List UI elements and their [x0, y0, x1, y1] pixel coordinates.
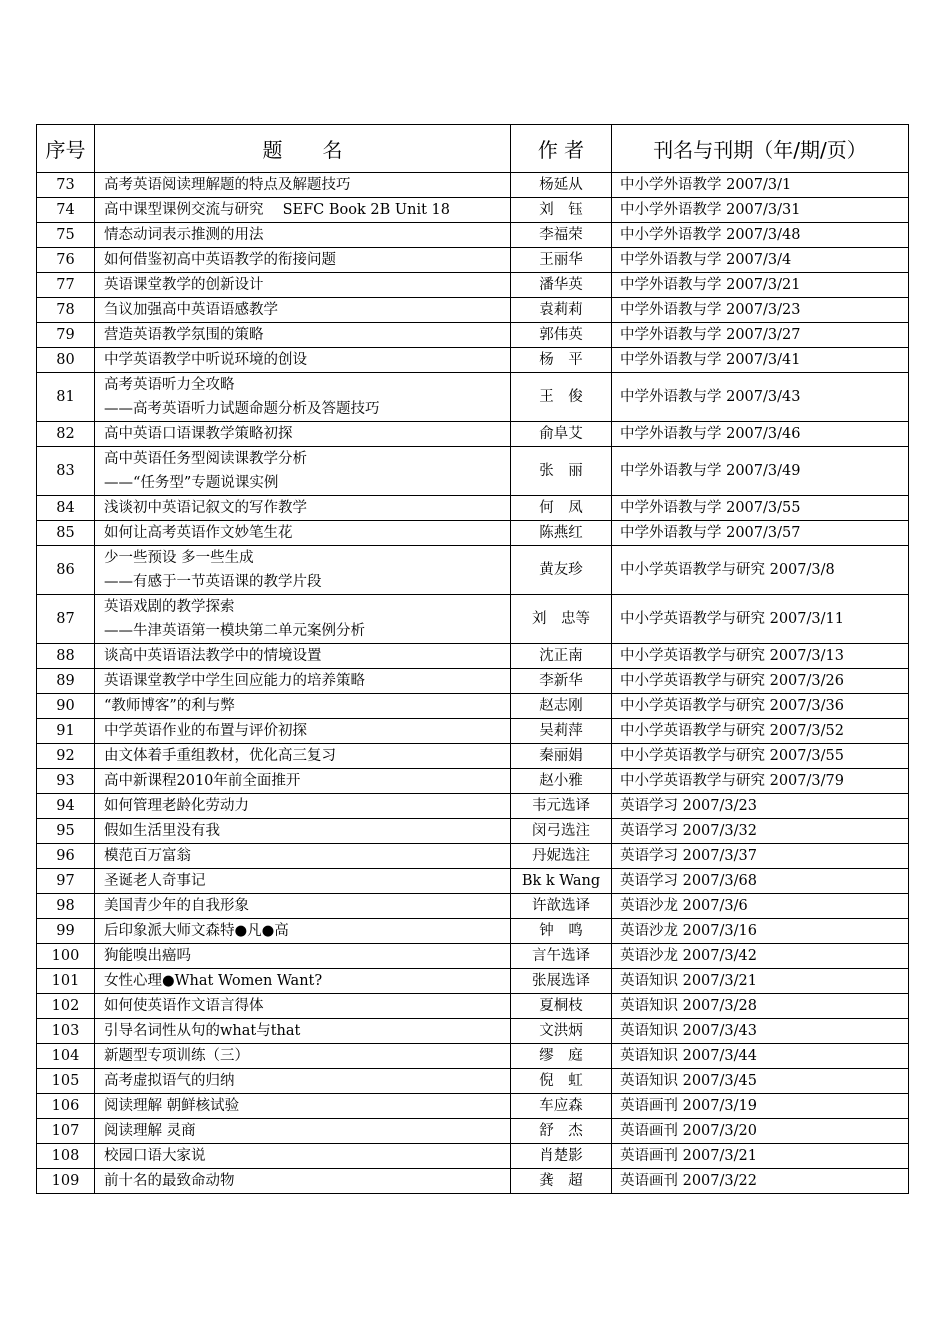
article-title: 高考英语阅读理解题的特点及解题技巧: [104, 177, 351, 193]
table-row: [37, 919, 909, 944]
row-title-cell: [95, 595, 511, 644]
row-journal: 英语画刊 2007/3/19: [612, 1094, 909, 1119]
row-title-cell: [95, 969, 511, 994]
article-title: 假如生活里没有我: [104, 823, 220, 839]
row-title-cell: [95, 919, 511, 944]
table-header-row: [37, 125, 909, 173]
article-title: 英语戏剧的教学探索: [104, 599, 235, 615]
row-title-cell: [95, 944, 511, 969]
row-author: 潘华英: [511, 273, 612, 298]
article-title: 英语课堂教学中学生回应能力的培养策略: [104, 673, 365, 689]
row-journal: 英语学习 2007/3/32: [612, 819, 909, 844]
article-catalog-table: [36, 124, 909, 1194]
row-title-cell: [95, 173, 511, 198]
row-journal: 中学外语教与学 2007/3/49: [612, 447, 909, 496]
row-number: 82: [37, 422, 95, 447]
row-title-cell: [95, 546, 511, 595]
row-journal: 中学外语教与学 2007/3/23: [612, 298, 909, 323]
table-body: [37, 173, 909, 1194]
row-number: 76: [37, 248, 95, 273]
table-row: [37, 794, 909, 819]
article-title: 高中课型课例交流与研究 SEFC Book 2B Unit 18: [104, 202, 450, 218]
row-author: 张 丽: [511, 447, 612, 496]
header-index: 序号: [37, 125, 95, 173]
row-title-cell: [95, 521, 511, 546]
table-row: [37, 1144, 909, 1169]
article-title: 阅读理解 灵商: [104, 1123, 196, 1139]
row-title-cell: [95, 298, 511, 323]
row-title-cell: [95, 894, 511, 919]
article-title: 浅谈初中英语记叙文的写作教学: [104, 500, 307, 516]
row-number: 86: [37, 546, 95, 595]
row-journal: 中学外语教与学 2007/3/55: [612, 496, 909, 521]
row-author: 丹妮选注: [511, 844, 612, 869]
row-title-cell: [95, 694, 511, 719]
row-journal: 英语学习 2007/3/23: [612, 794, 909, 819]
row-title-cell: [95, 223, 511, 248]
row-author: 文洪炳: [511, 1019, 612, 1044]
row-number: 103: [37, 1019, 95, 1044]
table-row: [37, 173, 909, 198]
article-title: 由文体着手重组教材，优化高三复习: [104, 748, 336, 764]
table-row: [37, 595, 909, 644]
article-subtitle: ——牛津英语第一模块第二单元案例分析: [104, 623, 365, 639]
article-title: 狗能嗅出癌吗: [104, 948, 191, 964]
article-title: 如何管理老龄化劳动力: [104, 798, 249, 814]
table-row: [37, 248, 909, 273]
table-row: [37, 198, 909, 223]
row-author: 言午选译: [511, 944, 612, 969]
row-journal: 中小学外语教学 2007/3/1: [612, 173, 909, 198]
row-title-cell: [95, 1144, 511, 1169]
article-title: 女性心理●What Women Want?: [104, 973, 323, 989]
table-row: [37, 1119, 909, 1144]
table-row: [37, 373, 909, 422]
article-title: 如何让高考英语作文妙笔生花: [104, 525, 293, 541]
article-title: 圣诞老人奇事记: [104, 873, 206, 889]
row-author: 韦元选译: [511, 794, 612, 819]
row-title-cell: [95, 644, 511, 669]
row-journal: 英语画刊 2007/3/22: [612, 1169, 909, 1194]
table-row: [37, 1094, 909, 1119]
row-title-cell: [95, 1044, 511, 1069]
row-author: 刘 钰: [511, 198, 612, 223]
row-author: 沈正南: [511, 644, 612, 669]
row-number: 107: [37, 1119, 95, 1144]
row-author: 钟 鸣: [511, 919, 612, 944]
table-row: [37, 644, 909, 669]
article-title: 引导名词性从句的what与that: [104, 1023, 301, 1039]
article-title: 英语课堂教学的创新设计: [104, 277, 264, 293]
article-title: 阅读理解 朝鲜核试验: [104, 1098, 240, 1114]
row-number: 81: [37, 373, 95, 422]
table-row: [37, 1069, 909, 1094]
row-author: 吴莉萍: [511, 719, 612, 744]
row-journal: 中小学英语教学与研究 2007/3/11: [612, 595, 909, 644]
row-journal: 中小学英语教学与研究 2007/3/8: [612, 546, 909, 595]
row-number: 99: [37, 919, 95, 944]
row-number: 88: [37, 644, 95, 669]
row-title-cell: [95, 198, 511, 223]
row-number: 91: [37, 719, 95, 744]
row-number: 98: [37, 894, 95, 919]
row-number: 104: [37, 1044, 95, 1069]
row-title-cell: [95, 1169, 511, 1194]
row-title-cell: [95, 1119, 511, 1144]
row-number: 92: [37, 744, 95, 769]
row-number: 75: [37, 223, 95, 248]
row-journal: 英语学习 2007/3/37: [612, 844, 909, 869]
row-number: 94: [37, 794, 95, 819]
row-author: 何 凤: [511, 496, 612, 521]
row-journal: 中小学英语教学与研究 2007/3/26: [612, 669, 909, 694]
table-row: [37, 273, 909, 298]
row-author: 刘 忠等: [511, 595, 612, 644]
row-journal: 英语知识 2007/3/21: [612, 969, 909, 994]
row-author: 王 俊: [511, 373, 612, 422]
row-number: 101: [37, 969, 95, 994]
row-author: 缪 庭: [511, 1044, 612, 1069]
row-number: 109: [37, 1169, 95, 1194]
row-title-cell: [95, 844, 511, 869]
row-author: 王丽华: [511, 248, 612, 273]
row-journal: 英语学习 2007/3/68: [612, 869, 909, 894]
row-title-cell: [95, 1069, 511, 1094]
row-number: 93: [37, 769, 95, 794]
table-row: [37, 422, 909, 447]
row-author: 陈燕红: [511, 521, 612, 546]
row-journal: 中小学英语教学与研究 2007/3/79: [612, 769, 909, 794]
row-author: 倪 虹: [511, 1069, 612, 1094]
article-title: 校园口语大家说: [104, 1148, 206, 1164]
row-number: 84: [37, 496, 95, 521]
row-author: 肖楚影: [511, 1144, 612, 1169]
row-title-cell: [95, 422, 511, 447]
article-title: 刍议加强高中英语语感教学: [104, 302, 278, 318]
table-row: [37, 719, 909, 744]
row-author: 车应森: [511, 1094, 612, 1119]
table-row: [37, 447, 909, 496]
row-number: 87: [37, 595, 95, 644]
row-journal: 中学外语教与学 2007/3/41: [612, 348, 909, 373]
row-number: 102: [37, 994, 95, 1019]
row-author: 黄友珍: [511, 546, 612, 595]
row-title-cell: [95, 769, 511, 794]
row-number: 89: [37, 669, 95, 694]
row-title-cell: [95, 323, 511, 348]
table-row: [37, 496, 909, 521]
row-author: 张展选译: [511, 969, 612, 994]
article-title: 少一些预设 多一些生成: [104, 550, 254, 566]
header-author: 作 者: [511, 125, 612, 173]
row-author: 龚 超: [511, 1169, 612, 1194]
row-title-cell: [95, 447, 511, 496]
row-journal: 英语画刊 2007/3/21: [612, 1144, 909, 1169]
table-row: [37, 894, 909, 919]
header-journal: 刊名与刊期（年/期/页）: [612, 125, 909, 173]
row-author: 杨延从: [511, 173, 612, 198]
table-row: [37, 669, 909, 694]
article-title: 高中英语任务型阅读课教学分析: [104, 451, 307, 467]
row-author: 赵小雅: [511, 769, 612, 794]
row-journal: 中学外语教与学 2007/3/46: [612, 422, 909, 447]
article-title: 美国青少年的自我形象: [104, 898, 249, 914]
table-row: [37, 223, 909, 248]
row-journal: 英语沙龙 2007/3/42: [612, 944, 909, 969]
row-number: 80: [37, 348, 95, 373]
row-journal: 中小学英语教学与研究 2007/3/13: [612, 644, 909, 669]
row-journal: 中学外语教与学 2007/3/21: [612, 273, 909, 298]
row-author: 俞阜艾: [511, 422, 612, 447]
row-author: 袁莉莉: [511, 298, 612, 323]
table-row: [37, 819, 909, 844]
row-title-cell: [95, 819, 511, 844]
row-journal: 中小学英语教学与研究 2007/3/36: [612, 694, 909, 719]
row-number: 100: [37, 944, 95, 969]
article-subtitle: ——“任务型”专题说课实例: [104, 475, 279, 491]
row-number: 77: [37, 273, 95, 298]
table-row: [37, 1044, 909, 1069]
table-row: [37, 994, 909, 1019]
row-number: 97: [37, 869, 95, 894]
row-journal: 英语沙龙 2007/3/16: [612, 919, 909, 944]
row-journal: 中学外语教与学 2007/3/4: [612, 248, 909, 273]
row-title-cell: [95, 794, 511, 819]
row-title-cell: [95, 273, 511, 298]
row-number: 85: [37, 521, 95, 546]
row-title-cell: [95, 373, 511, 422]
row-number: 95: [37, 819, 95, 844]
row-author: 赵志刚: [511, 694, 612, 719]
row-number: 108: [37, 1144, 95, 1169]
article-title: “教师博客”的利与弊: [104, 698, 235, 714]
table-row: [37, 546, 909, 595]
row-journal: 中学外语教与学 2007/3/27: [612, 323, 909, 348]
row-number: 96: [37, 844, 95, 869]
row-author: 秦丽娟: [511, 744, 612, 769]
article-title: 营造英语教学氛围的策略: [104, 327, 264, 343]
row-author: 李新华: [511, 669, 612, 694]
table-row: [37, 769, 909, 794]
row-number: 106: [37, 1094, 95, 1119]
row-title-cell: [95, 1019, 511, 1044]
row-journal: 中小学英语教学与研究 2007/3/55: [612, 744, 909, 769]
table-row: [37, 1169, 909, 1194]
row-journal: 英语知识 2007/3/44: [612, 1044, 909, 1069]
article-subtitle: ——有感于一节英语课的教学片段: [104, 574, 322, 590]
article-title: 如何使英语作文语言得体: [104, 998, 264, 1014]
article-subtitle: ——高考英语听力试题命题分析及答题技巧: [104, 401, 380, 417]
row-number: 105: [37, 1069, 95, 1094]
article-title: 高中英语口语课教学策略初探: [104, 426, 293, 442]
row-author: 夏桐枝: [511, 994, 612, 1019]
row-number: 74: [37, 198, 95, 223]
table-row: [37, 869, 909, 894]
table-row: [37, 944, 909, 969]
row-author: 杨 平: [511, 348, 612, 373]
article-title: 如何借鉴初高中英语教学的衔接问题: [104, 252, 336, 268]
row-title-cell: [95, 496, 511, 521]
row-journal: 中学外语教与学 2007/3/57: [612, 521, 909, 546]
row-journal: 中小学外语教学 2007/3/31: [612, 198, 909, 223]
row-author: 许歆选译: [511, 894, 612, 919]
row-journal: 中学外语教与学 2007/3/43: [612, 373, 909, 422]
row-author: 闵弓选注: [511, 819, 612, 844]
table-row: [37, 298, 909, 323]
row-journal: 中小学英语教学与研究 2007/3/52: [612, 719, 909, 744]
row-title-cell: [95, 248, 511, 273]
article-title: 高考英语听力全攻略: [104, 377, 235, 393]
row-journal: 英语沙龙 2007/3/6: [612, 894, 909, 919]
row-author: Bk k Wang: [511, 869, 612, 894]
table-row: [37, 1019, 909, 1044]
row-journal: 英语知识 2007/3/28: [612, 994, 909, 1019]
article-title: 情态动词表示推测的用法: [104, 227, 264, 243]
row-number: 79: [37, 323, 95, 348]
row-title-cell: [95, 1094, 511, 1119]
table-row: [37, 348, 909, 373]
row-title-cell: [95, 994, 511, 1019]
row-title-cell: [95, 348, 511, 373]
row-author: 舒 杰: [511, 1119, 612, 1144]
row-author: 郭伟英: [511, 323, 612, 348]
row-number: 73: [37, 173, 95, 198]
table-row: [37, 744, 909, 769]
table-row: [37, 521, 909, 546]
article-title: 中学英语作业的布置与评价初探: [104, 723, 307, 739]
table-row: [37, 694, 909, 719]
article-title: 新题型专项训练（三）: [104, 1048, 249, 1064]
table-row: [37, 969, 909, 994]
row-title-cell: [95, 869, 511, 894]
row-number: 90: [37, 694, 95, 719]
row-title-cell: [95, 669, 511, 694]
row-journal: 英语知识 2007/3/45: [612, 1069, 909, 1094]
article-title: 中学英语教学中听说环境的创设: [104, 352, 307, 368]
row-title-cell: [95, 744, 511, 769]
article-title: 高考虚拟语气的归纳: [104, 1073, 235, 1089]
row-journal: 英语知识 2007/3/43: [612, 1019, 909, 1044]
row-journal: 中小学外语教学 2007/3/48: [612, 223, 909, 248]
article-title: 前十名的最致命动物: [104, 1173, 235, 1189]
article-title: 谈高中英语语法教学中的情境设置: [104, 648, 322, 664]
row-title-cell: [95, 719, 511, 744]
header-title: 题 名: [95, 125, 511, 173]
row-author: 李福荣: [511, 223, 612, 248]
row-journal: 英语画刊 2007/3/20: [612, 1119, 909, 1144]
article-title: 模范百万富翁: [104, 848, 191, 864]
article-title: 高中新课程2010年前全面推开: [104, 773, 301, 789]
row-number: 83: [37, 447, 95, 496]
row-number: 78: [37, 298, 95, 323]
table-row: [37, 323, 909, 348]
article-title: 后印象派大师文森特●凡●高: [104, 923, 289, 939]
table-row: [37, 844, 909, 869]
